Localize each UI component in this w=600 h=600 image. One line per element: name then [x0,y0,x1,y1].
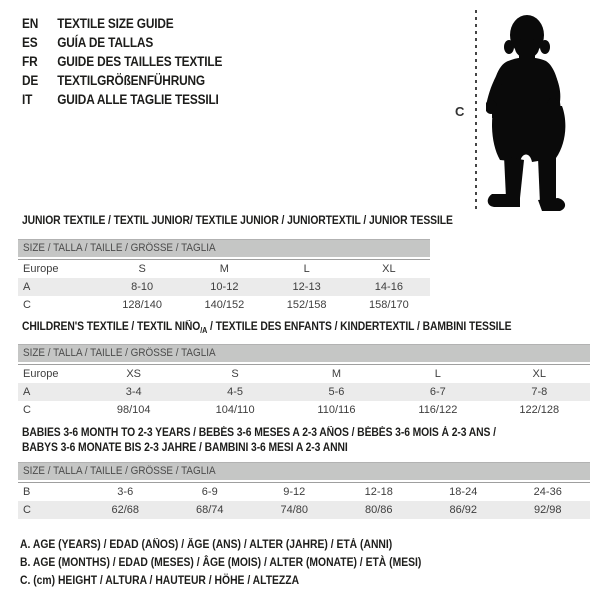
table-cell: 7-8 [531,386,548,398]
language-label: GUÍA DE TALLAS [57,35,154,50]
table-cell: 74/80 [280,504,309,516]
table-cell: 104/110 [215,404,255,416]
table-cell: M [331,368,342,380]
table-row [18,501,590,519]
children-title-text: / TEXTILE DES ENFANTS / KINDERTEXTIL / BAMBINI TESSILE [207,321,512,333]
table-cell: 24-36 [533,486,562,498]
table-cell: 128/140 [122,299,162,311]
table-cell: 9-12 [283,486,306,498]
section-title-babies [22,426,496,456]
table-row [18,483,590,502]
table-row [18,278,430,296]
language-list [22,14,222,109]
table-cell: 3-6 [117,486,134,498]
table-cell: 8-10 [131,281,154,293]
language-row-de [22,71,222,90]
row-label: A [23,386,31,398]
table-cell: XS [126,368,142,380]
height-measure-label: C [455,104,465,119]
footnotes [20,536,421,590]
language-label: TEXTILE SIZE GUIDE [57,16,174,31]
section-title-junior: JUNIOR TEXTILE / TEXTIL JUNIOR/ TEXTILE JUNIOR / JUNIORTEXTIL / JUNIOR TESSILE [22,215,453,227]
language-label: GUIDE DES TAILLES TEXTILE [57,54,223,69]
table-cell: 68/74 [195,504,224,516]
junior-size-table [18,239,430,314]
babies-size-table [18,462,590,519]
children-title-text: CHILDREN'S TEXTILE / TEXTIL NIÑO [22,321,201,333]
table-cell: 14-16 [374,281,403,293]
footnote-c: C. (cm) HEIGHT / ALTURA / HAUTEUR / HÖHE / ALTEZZA [20,575,300,587]
row-label: C [23,504,31,516]
table-row [18,365,590,384]
language-label: TEXTILGRÖßENFÜHRUNG [57,73,205,88]
table-row [18,383,590,401]
row-label: Europe [23,368,59,380]
row-label: C [23,404,31,416]
language-code: IT [22,92,33,107]
language-code: EN [22,16,39,31]
table-cell: 116/122 [418,404,458,416]
row-label: A [23,281,31,293]
table-cell: S [138,263,146,275]
language-code: FR [22,54,38,69]
table-cell: 86/92 [449,504,478,516]
table-cell: 5-6 [328,386,345,398]
language-row-fr [22,52,222,71]
table-cell: 62/68 [111,504,140,516]
children-table-body [18,365,590,420]
table-cell: 110/116 [317,404,356,416]
size-header-label: SIZE / TALLA / TAILLE / GRÖSSE / TAGLIA [23,465,216,477]
size-header-bar [18,462,590,480]
table-cell: XL [382,263,396,275]
junior-table-body [18,260,430,315]
table-cell: M [219,263,229,275]
language-code: DE [22,73,39,88]
table-cell: 6-7 [429,386,446,398]
language-label: GUIDA ALLE TAGLIE TESSILI [57,92,219,107]
table-cell: 122/128 [519,404,560,416]
toddler-silhouette-icon [486,6,580,216]
table-cell: L [303,263,310,275]
row-label: B [23,486,31,498]
size-header-label: SIZE / TALLA / TAILLE / GRÖSSE / TAGLIA [23,242,216,254]
children-size-table [18,344,590,419]
table-row [18,401,590,419]
height-dotted-line [475,10,477,212]
table-cell: 140/152 [204,299,245,311]
table-cell: 158/170 [368,299,409,311]
table-cell: L [434,368,441,380]
table-cell: 12-13 [292,281,321,293]
table-cell: 80/86 [364,504,393,516]
section-title-children [22,321,512,335]
size-header-bar [18,239,430,257]
table-cell: 10-12 [210,281,239,293]
table-row [18,296,430,314]
table-cell: 18-24 [449,486,478,498]
table-cell: S [231,368,239,380]
babies-title-line1: BABIES 3-6 MONTH TO 2-3 YEARS / BEBÉS 3-6 MESES A 2-3 AÑOS / BÉBÉS 3-6 MOIS À 2-3 ANS / [22,427,496,439]
table-cell: 4-5 [227,386,244,398]
footnote-a: A. AGE (YEARS) / EDAD (AÑOS) / ÂGE (ANS) / ALTER (JAHRE) / ETÀ (ANNI) [20,539,393,551]
table-cell: 152/158 [286,299,327,311]
footnote-b: B. AGE (MONTHS) / EDAD (MESES) / ÂGE (MOIS) / ALTER (MONATE) / ETÀ (MESI) [20,557,422,569]
babies-table-body [18,483,590,520]
row-label: Europe [23,263,59,275]
table-cell: XL [532,368,547,380]
language-row-it [22,90,222,109]
table-cell: 92/98 [533,504,562,516]
size-header-label: SIZE / TALLA / TAILLE / GRÖSSE / TAGLIA [23,347,216,359]
babies-title-line2: BABYS 3-6 MONATE BIS 2-3 JAHRE / BAMBINI 3-6 MESI A 2-3 ANNI [22,442,348,454]
table-cell: 12-18 [364,486,393,498]
table-cell: 6-9 [201,486,218,498]
row-label: C [23,299,31,311]
table-row [18,260,430,279]
language-row-en [22,14,222,33]
table-cell: 3-4 [125,386,142,398]
language-row-es [22,33,222,52]
children-title-subscript: /A [200,326,208,335]
language-code: ES [22,35,38,50]
table-cell: 98/104 [116,404,151,416]
size-header-bar [18,344,590,362]
